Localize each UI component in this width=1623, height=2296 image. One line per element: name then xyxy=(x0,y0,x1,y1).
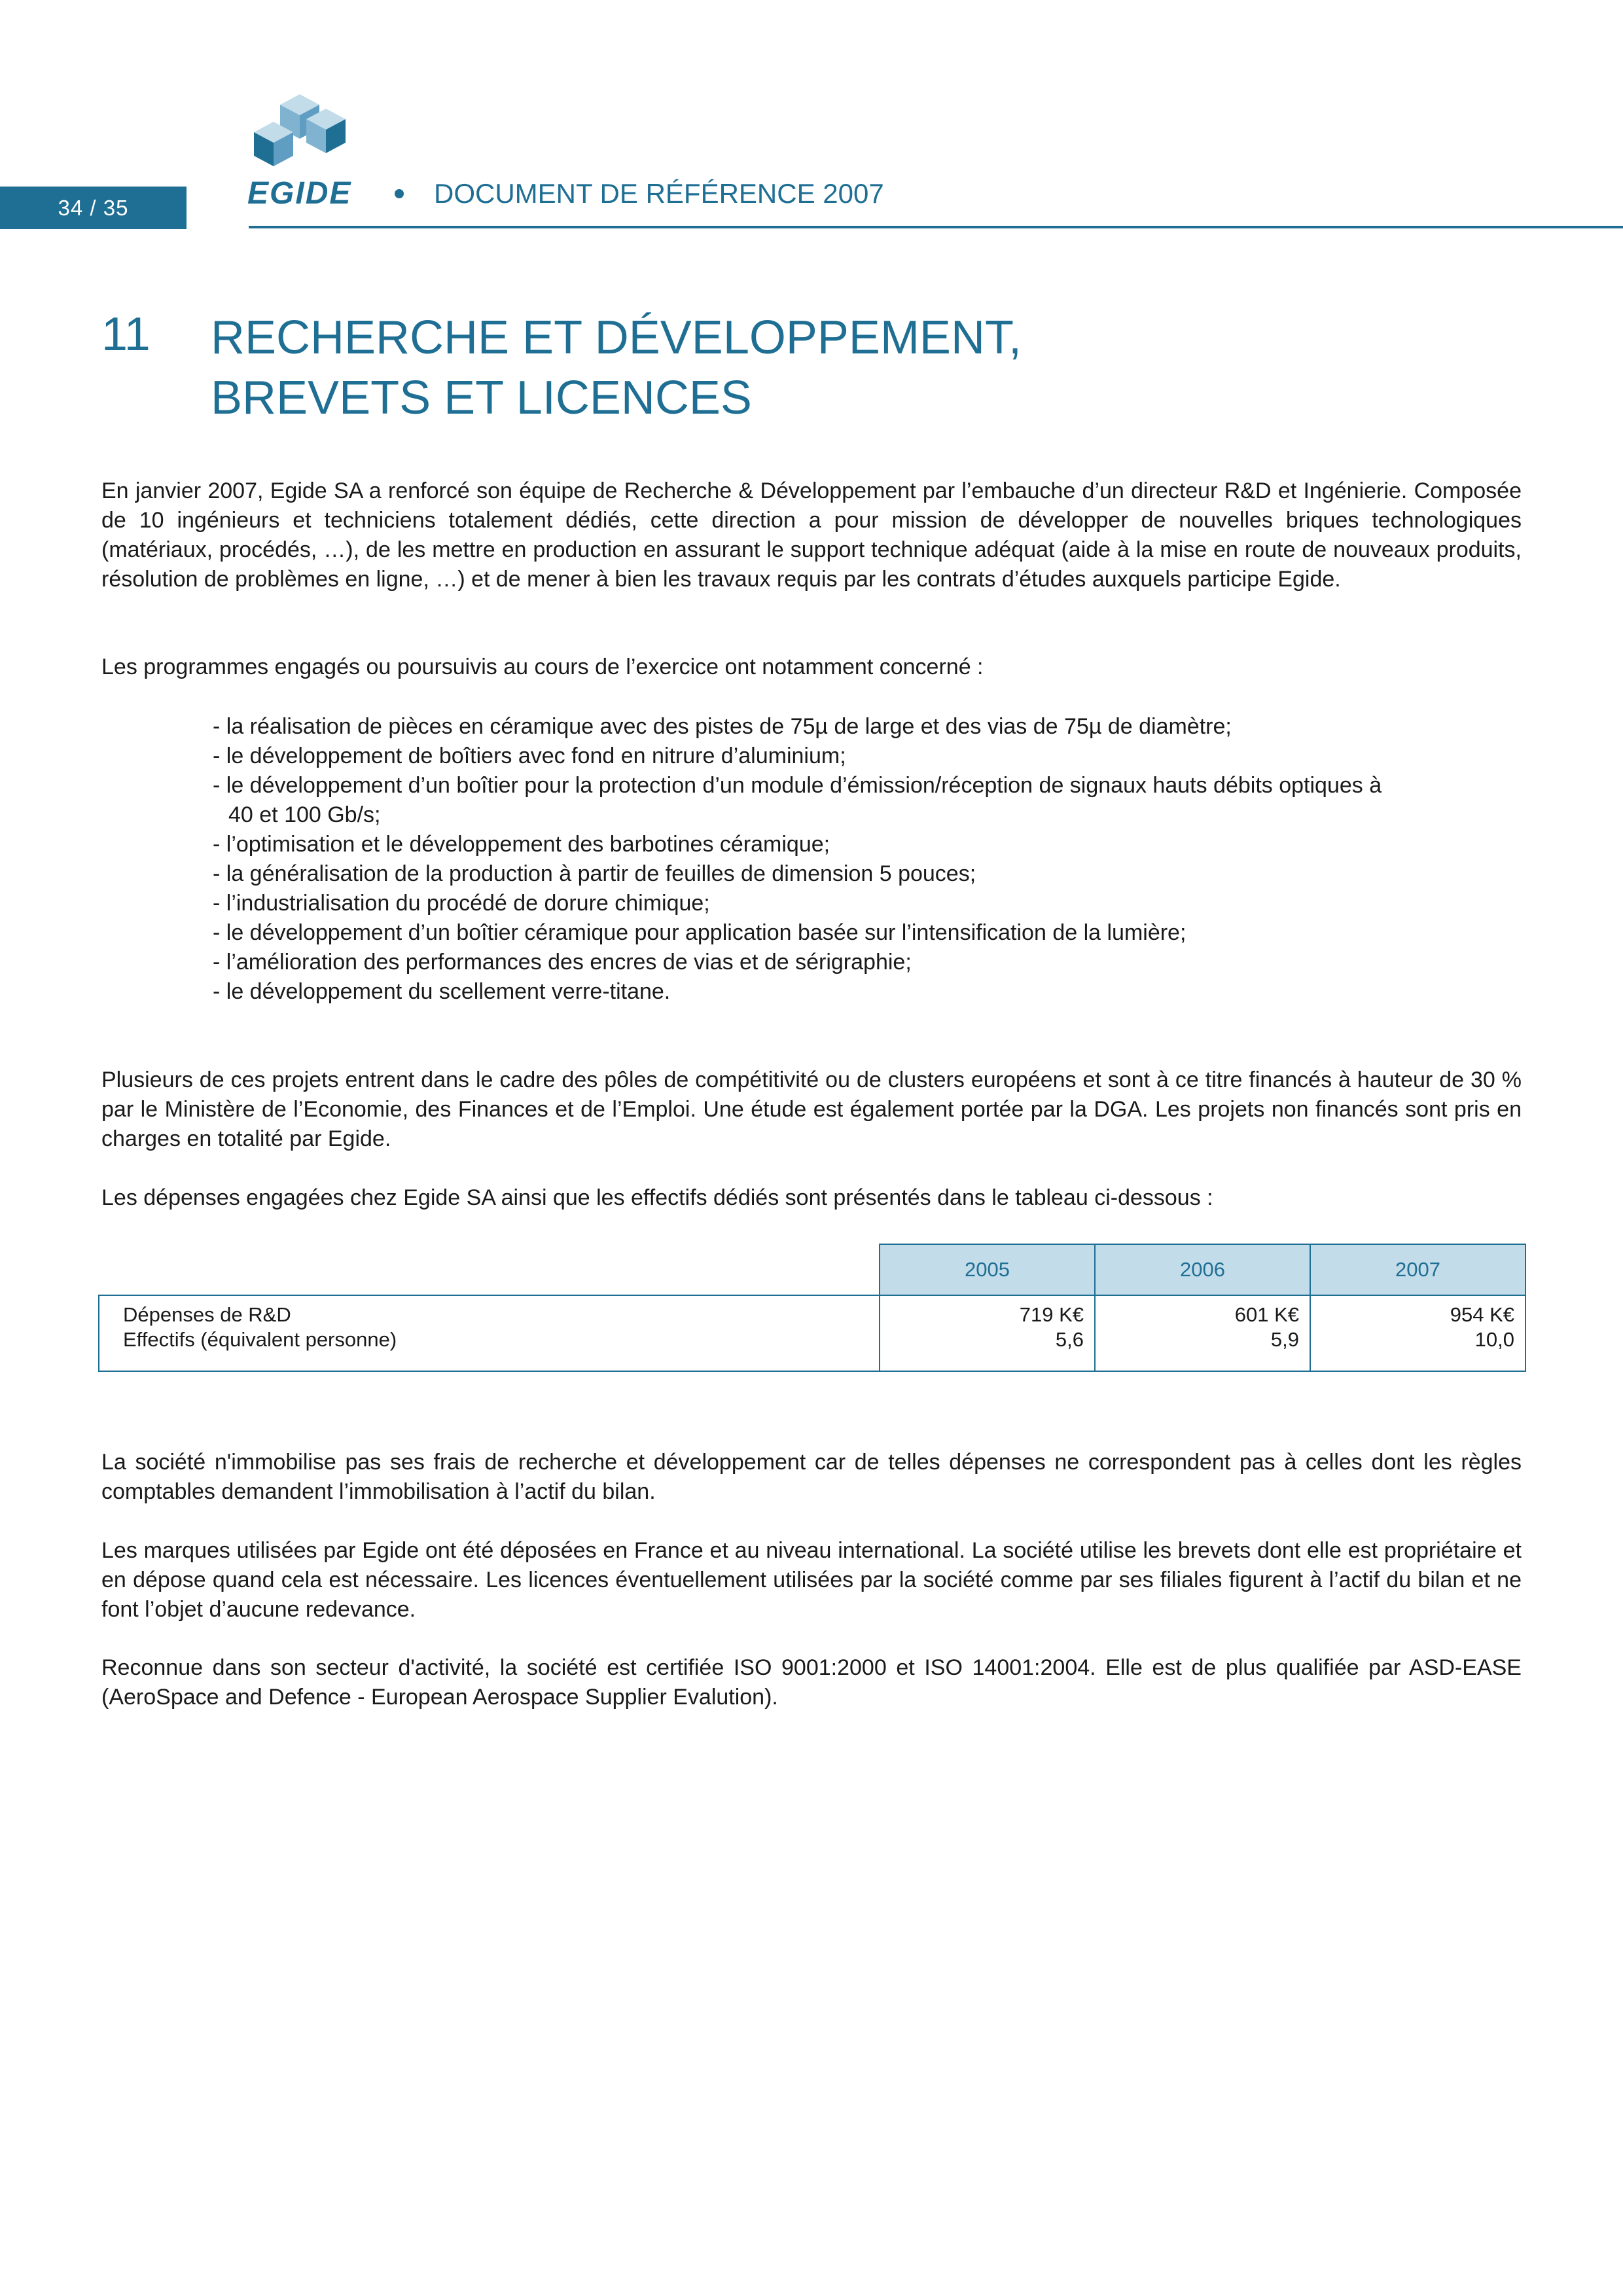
value-effectifs-2006: 5,9 xyxy=(1270,1328,1299,1351)
section-title-line-2: BREVETS ET LICENCES xyxy=(211,372,752,424)
certification-paragraph: Reconnue dans son secteur d'activité, la société est certifiée ISO 9001:2000 et ISO 14001:2004. Elle est de plus qualifiée par ASD-EASE (AeroSpace and Defence - European Aerospace Supplier Evalution). xyxy=(101,1655,1522,1710)
list-item-continuation: 40 et 100 Gb/s; xyxy=(228,802,381,827)
header-divider xyxy=(249,226,1623,228)
list-item: - l’amélioration des performances des encres de vias et de sérigraphie; xyxy=(213,950,912,975)
list-item: - la réalisation de pièces en céramique avec des pistes de 75µ de large et des vias de 75µ de diamètre; xyxy=(213,714,1232,739)
year-header: 2005 xyxy=(880,1244,1095,1295)
intro-paragraph: En janvier 2007, Egide SA a renforcé son équipe de Recherche & Développement par l’embauche d’un directeur R&D et Ingénierie. Composée de 10 ingénieurs et techniciens totalement dédiés, cette direction a pour mission de développer de nouvelles briques technologiques (matériaux, procédés, …), de les mettre en production en assurant le support technique adéquat (aide à la mise en route de nouveaux produits, résolution de problèmes en ligne, …) et de mener à bien les travaux requis par les contrats d’études auxquels participe Egide. xyxy=(101,478,1522,592)
row-label-effectifs: Effectifs (équivalent personne) xyxy=(123,1328,397,1351)
value-effectifs-2007: 10,0 xyxy=(1474,1328,1514,1351)
value-depenses-2006: 601 K€ xyxy=(1234,1303,1299,1326)
list-item xyxy=(213,800,1522,830)
section-title-line-1: RECHERCHE ET DÉVELOPPEMENT, xyxy=(211,312,1022,364)
header-bullet xyxy=(395,189,404,198)
table-header-row xyxy=(99,1244,1525,1295)
poles-paragraph: Plusieurs de ces projets entrent dans le cadre des pôles de compétitivité ou de clusters européens et sont à ce titre financés à hauteur de 30 % par le Ministère de l’Economie, des Finances et de l’Emploi. Une étude est également portée par la DGA. Les projets non financés sont pris en charges en totalité par Egide. xyxy=(101,1067,1522,1151)
table-row xyxy=(99,1295,1525,1371)
programme-list xyxy=(213,712,1522,1007)
row-labels-cell xyxy=(99,1295,880,1371)
list-item: - le développement d’un boîtier pour la protection d’un module d’émission/réception de signaux hauts débits optiques à xyxy=(213,773,1382,798)
brand-wordmark: EGIDE xyxy=(247,176,352,211)
section-number: 11 xyxy=(101,308,151,361)
section-title xyxy=(211,308,1022,428)
year-header: 2006 xyxy=(1095,1244,1310,1295)
depenses-paragraph: Les dépenses engagées chez Egide SA ainsi que les effectifs dédiés sont présentés dans le tableau ci-dessous : xyxy=(101,1185,1213,1210)
rd-table xyxy=(98,1244,1526,1372)
programmes-paragraph: Les programmes engagés ou poursuivis au cours de l’exercice ont notamment concerné : xyxy=(101,655,984,679)
row-label-depenses: Dépenses de R&D xyxy=(123,1303,291,1326)
immobilise-paragraph: La société n'immobilise pas ses frais de recherche et développement car de telles dépenses ne correspondent pas à celles dont les règles comptables demandent l’immobilisation à l’actif du bilan. xyxy=(101,1450,1522,1504)
values-cell-2005 xyxy=(880,1295,1095,1371)
list-item: - la généralisation de la production à partir de feuilles de dimension 5 pouces; xyxy=(213,861,976,886)
list-item: - le développement du scellement verre-titane. xyxy=(213,979,671,1004)
values-cell-2007 xyxy=(1310,1295,1525,1371)
list-item: - l’industrialisation du procédé de dorure chimique; xyxy=(213,891,710,916)
list-item: - le développement d’un boîtier céramique pour application basée sur l’intensification de la lumière; xyxy=(213,920,1186,945)
document-title: DOCUMENT DE RÉFÉRENCE 2007 xyxy=(434,178,884,209)
values-cell-2006 xyxy=(1095,1295,1310,1371)
year-header: 2007 xyxy=(1310,1244,1525,1295)
list-item: - le développement de boîtiers avec fond en nitrure d’aluminium; xyxy=(213,744,846,768)
value-depenses-2005: 719 K€ xyxy=(1019,1303,1084,1326)
list-item: - l’optimisation et le développement des barbotines céramique; xyxy=(213,832,830,857)
marques-paragraph: Les marques utilisées par Egide ont été déposées en France et au niveau international. La société utilise les brevets dont elle est propriétaire et en dépose quand cela est nécessaire. Les licences éventuellement utilisées par la société comme par ses filiales figurent à l’actif du bilan et ne font l’objet d’aucune redevance. xyxy=(101,1538,1522,1622)
value-depenses-2007: 954 K€ xyxy=(1450,1303,1514,1326)
page-indicator: 34 / 35 xyxy=(0,187,187,229)
value-effectifs-2005: 5,6 xyxy=(1055,1328,1084,1351)
